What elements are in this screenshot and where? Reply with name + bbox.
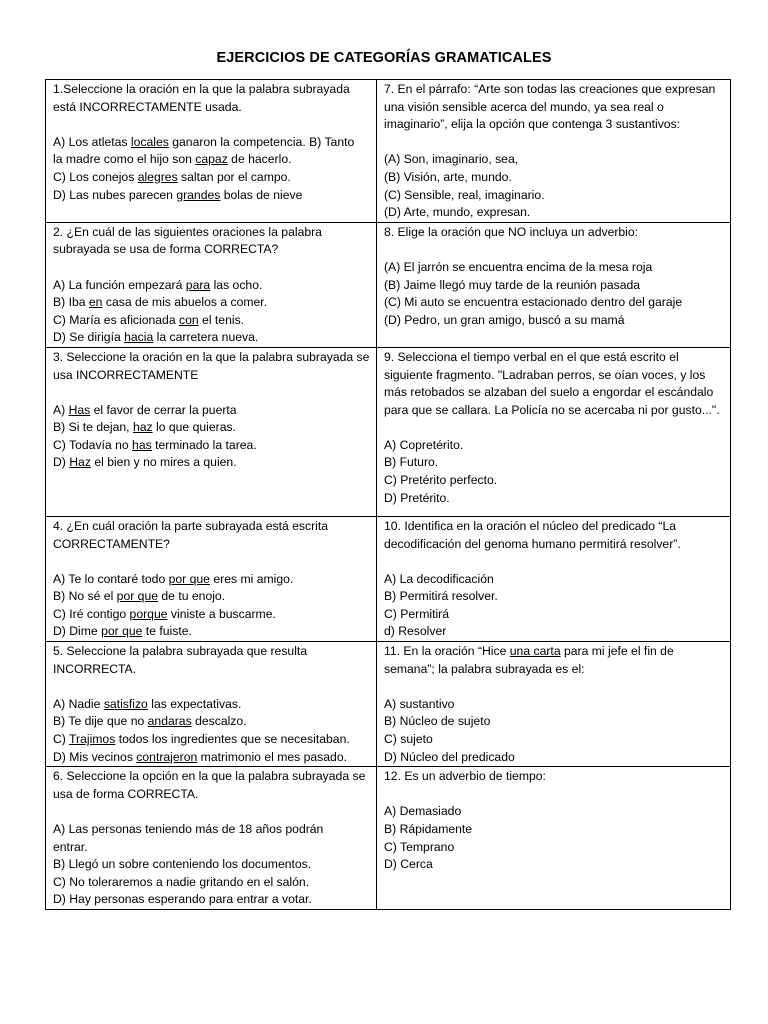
question-cell-left xyxy=(46,516,377,641)
answer-option xyxy=(53,623,370,641)
option-text: A) La decodificación xyxy=(384,571,494,586)
option-text: (A) Son, imaginario, sea, xyxy=(384,152,519,167)
answer-option xyxy=(53,821,370,839)
spacer xyxy=(53,259,370,277)
underlined-word: por que xyxy=(116,589,159,604)
question-cell-left xyxy=(46,347,377,516)
answer-option xyxy=(53,588,370,606)
answer-option xyxy=(384,472,724,490)
answer-option xyxy=(53,294,370,312)
underlined-word: una carta xyxy=(509,644,561,659)
option-text: la carretera nueva. xyxy=(153,330,259,345)
underlined-word: para xyxy=(185,277,211,292)
answer-option xyxy=(53,312,370,330)
answer-option xyxy=(384,803,724,821)
underlined-word: haz xyxy=(132,420,153,435)
option-text: (B) Visión, arte, mundo. xyxy=(384,169,512,184)
underlined-word: capaz xyxy=(195,152,228,167)
answer-option xyxy=(384,713,724,731)
spacer xyxy=(53,116,370,134)
question-text: 10. Identifica en la oración el núcleo del predicado “La decodificación del genoma humano permitirá resolver”. xyxy=(384,518,681,551)
option-text: C) Pretérito perfecto. xyxy=(384,473,498,488)
question-text: 4. ¿En cuál oración la parte subrayada está escrita CORRECTAMENTE? xyxy=(53,518,329,551)
question-cell-right xyxy=(377,642,731,767)
question-text-part: para mi jefe el fin de semana”; la palabra subrayada es el: xyxy=(384,644,674,676)
option-text: el bien y no mires a quien. xyxy=(90,455,237,470)
question-text: 1.Seleccione la oración en la que la palabra subrayada está INCORRECTAMENTE usada. xyxy=(53,82,350,114)
option-text: C) sujeto xyxy=(384,732,433,747)
spacer xyxy=(384,553,724,571)
underlined-word: hacia xyxy=(124,330,154,345)
option-text: D) Se dirigía xyxy=(53,330,125,345)
question-text: 12. Es un adverbio de tiempo: xyxy=(384,769,546,784)
option-text: ganaron la competencia. B) Tanto xyxy=(168,134,355,149)
answer-option xyxy=(384,294,724,312)
page-title: EJERCICIOS DE CATEGORÍAS GRAMATICALES xyxy=(216,50,552,66)
option-text: B) Permitirá resolver. xyxy=(384,589,498,604)
question-cell-left xyxy=(46,222,377,347)
question-cell-right xyxy=(377,222,731,347)
option-text: bolas de nieve xyxy=(220,187,303,202)
underlined-word: Has xyxy=(68,402,91,417)
option-text: (C) Mi auto se encuentra estacionado dentro del garaje xyxy=(384,295,683,310)
option-text: C) No toleraremos a nadie gritando en el salón. xyxy=(53,874,310,889)
option-text: A) Nadie xyxy=(53,696,104,711)
option-text: descalzo. xyxy=(191,714,247,729)
option-text: B) Iba xyxy=(53,295,89,310)
option-text: (A) El jarrón se encuentra encima de la mesa roja xyxy=(384,259,653,274)
option-text: viniste a buscarme. xyxy=(167,606,276,621)
table-row xyxy=(46,516,731,641)
question-text: 7. En el párrafo: “Arte son todas las creaciones que expresan una visión sensible acerca del mundo, ya sea real o imaginario”, elija la opción que contenga 3 sustantivos: xyxy=(384,82,716,132)
spacer xyxy=(384,134,724,152)
question-text-part: 11. En la oración “Hice xyxy=(384,644,510,659)
spacer xyxy=(53,384,370,402)
question-text: 9. Selecciona el tiempo verbal en el que está escrito el siguiente fragmento. "Ladraban perros, se oían voces, y los más retobados se alzaban del suelo a engordar el escándalo para que se callara. La Policía no se acercaba ni por gusto...". xyxy=(384,349,720,417)
option-text: B) Núcleo de sujeto xyxy=(384,714,491,729)
option-text: de hacerlo. xyxy=(227,152,292,167)
answer-option xyxy=(384,588,724,606)
table-row xyxy=(46,222,731,347)
underlined-word: locales xyxy=(130,134,169,149)
underlined-word: alegres xyxy=(137,169,178,184)
answer-option xyxy=(53,187,370,205)
option-text: C) Todavía no xyxy=(53,437,133,452)
answer-option xyxy=(53,891,370,909)
option-text: A) Copretérito. xyxy=(384,437,464,452)
option-text: (D) Arte, mundo, expresan. xyxy=(384,205,531,220)
answer-option xyxy=(53,329,370,347)
question-text: 6. Seleccione la opción en la que la palabra subrayada se usa de forma CORRECTA. xyxy=(53,769,366,801)
answer-option xyxy=(53,151,370,169)
answer-option xyxy=(384,571,724,589)
table-row xyxy=(46,642,731,767)
option-text: A) Te lo contaré todo xyxy=(53,571,169,586)
answer-option xyxy=(53,856,370,874)
option-text: D) Hay personas esperando para entrar a votar. xyxy=(53,892,312,907)
option-text: las ocho. xyxy=(210,277,263,292)
option-text: lo que quieras. xyxy=(152,420,236,435)
underlined-word: Haz xyxy=(69,455,91,470)
answer-option xyxy=(53,696,370,714)
answer-option xyxy=(53,277,370,295)
question-text: 5. Seleccione la palabra subrayada que resulta INCORRECTA. xyxy=(53,644,308,676)
answer-option xyxy=(53,839,370,857)
option-text: D) Pretérito. xyxy=(384,490,450,505)
option-text: (D) Pedro, un gran amigo, buscó a su mamá xyxy=(384,312,625,327)
question-cell-left xyxy=(46,642,377,767)
answer-option xyxy=(384,437,724,455)
option-text: saltan por el campo. xyxy=(177,169,291,184)
option-text: C) Permitirá xyxy=(384,606,450,621)
underlined-word: con xyxy=(179,312,199,327)
option-text: las expectativas. xyxy=(147,696,242,711)
answer-option xyxy=(384,187,724,205)
question-text: 2. ¿En cuál de las siguientes oraciones la palabra subrayada se usa de forma CORRECTA? xyxy=(53,224,322,257)
option-text: A) Los atletas xyxy=(53,134,131,149)
option-text: B) Futuro. xyxy=(384,455,439,470)
spacer xyxy=(384,678,724,696)
question-cell-right xyxy=(377,516,731,641)
option-text: B) Rápidamente xyxy=(384,822,473,836)
option-text: matrimonio el mes pasado. xyxy=(197,749,347,764)
answer-option xyxy=(53,454,370,472)
option-text: A) Las personas teniendo más de 18 años podrán xyxy=(53,822,324,836)
answer-option xyxy=(53,571,370,589)
answer-option xyxy=(384,490,724,508)
answer-option xyxy=(53,169,370,187)
spacer xyxy=(384,241,724,259)
option-text: te fuiste. xyxy=(142,624,192,639)
answer-option xyxy=(53,402,370,420)
question-text xyxy=(384,643,724,678)
option-text: todos los ingredientes que se necesitaban. xyxy=(115,732,350,747)
option-text: (B) Jaime llegó muy tarde de la reunión pasada xyxy=(384,277,641,292)
question-text: 8. Elige la oración que NO incluya un adverbio: xyxy=(384,224,639,239)
answer-option xyxy=(384,731,724,749)
spacer xyxy=(53,553,370,571)
answer-option xyxy=(384,856,724,874)
question-cell-left xyxy=(46,767,377,910)
option-text: B) Te dije que no xyxy=(53,714,148,729)
answer-option xyxy=(53,713,370,731)
underlined-word: Trajimos xyxy=(69,732,116,747)
answer-option xyxy=(384,623,724,641)
answer-option xyxy=(384,454,724,472)
option-text: C) Temprano xyxy=(384,839,455,854)
option-text: D) xyxy=(53,455,70,470)
option-text: B) No sé el xyxy=(53,589,117,604)
answer-option xyxy=(384,151,724,169)
option-text: C) María es aficionada xyxy=(53,312,179,327)
underlined-word: satisfizo xyxy=(103,696,148,711)
underlined-word: porque xyxy=(129,606,168,621)
option-text: D) Núcleo del predicado xyxy=(384,749,515,764)
underlined-word: andaras xyxy=(147,714,192,729)
question-text: 3. Seleccione la oración en la que la palabra subrayada se usa INCORRECTAMENTE xyxy=(53,349,370,382)
answer-option xyxy=(384,204,724,222)
question-cell-right xyxy=(377,347,731,516)
option-text: C) Iré contigo xyxy=(53,606,130,621)
answer-option xyxy=(53,134,370,152)
underlined-word: en xyxy=(88,295,103,310)
answer-option xyxy=(384,169,724,187)
underlined-word: contrajeron xyxy=(136,749,198,764)
option-text: C) Los conejos xyxy=(53,169,138,184)
table-row xyxy=(46,767,731,910)
option-text: terminado la tarea. xyxy=(151,437,257,452)
option-text: la madre como el hijo son xyxy=(53,152,196,167)
answer-option xyxy=(384,606,724,624)
option-text: B) Llegó un sobre conteniendo los documentos. xyxy=(53,857,312,872)
spacer xyxy=(384,419,724,437)
option-text: el tenis. xyxy=(198,312,245,327)
option-text: D) Las nubes parecen xyxy=(53,187,177,202)
answer-option xyxy=(53,419,370,437)
answer-option xyxy=(53,437,370,455)
underlined-word: por que xyxy=(168,571,210,586)
option-text: el favor de cerrar la puerta xyxy=(90,402,237,417)
table-row xyxy=(46,347,731,516)
answer-option xyxy=(384,749,724,767)
answer-option xyxy=(384,696,724,714)
option-text: A) La función empezará xyxy=(53,277,186,292)
option-text: A) Demasiado xyxy=(384,804,462,819)
question-cell-right xyxy=(377,767,731,910)
answer-option xyxy=(53,731,370,749)
underlined-word: por que xyxy=(101,624,143,639)
answer-option xyxy=(384,259,724,277)
answer-option xyxy=(53,606,370,624)
option-text: A) xyxy=(53,402,69,417)
underlined-word: grandes xyxy=(176,187,221,202)
answer-option xyxy=(384,312,724,330)
spacer xyxy=(53,803,370,821)
question-cell-right xyxy=(377,80,731,223)
option-text: D) Mis vecinos xyxy=(53,749,137,764)
option-text: de tu enojo. xyxy=(158,589,226,604)
question-cell-left xyxy=(46,80,377,223)
option-text: A) sustantivo xyxy=(384,696,455,711)
answer-option xyxy=(53,874,370,892)
option-text: casa de mis abuelos a comer. xyxy=(102,295,268,310)
spacer xyxy=(384,786,724,804)
option-text: B) Si te dejan, xyxy=(53,420,133,435)
questions-table xyxy=(45,79,731,910)
table-row xyxy=(46,80,731,223)
answer-option xyxy=(384,277,724,295)
option-text: C) xyxy=(53,732,70,747)
option-text: d) Resolver xyxy=(384,624,447,639)
underlined-word: has xyxy=(132,437,152,452)
option-text: D) Cerca xyxy=(384,857,433,872)
spacer xyxy=(53,678,370,696)
option-text: (C) Sensible, real, imaginario. xyxy=(384,187,545,202)
answer-option xyxy=(384,821,724,839)
option-text: entrar. xyxy=(53,839,88,854)
answer-option xyxy=(53,749,370,767)
option-text: eres mi amigo. xyxy=(209,571,294,586)
option-text: D) Dime xyxy=(53,624,102,639)
answer-option xyxy=(384,839,724,857)
